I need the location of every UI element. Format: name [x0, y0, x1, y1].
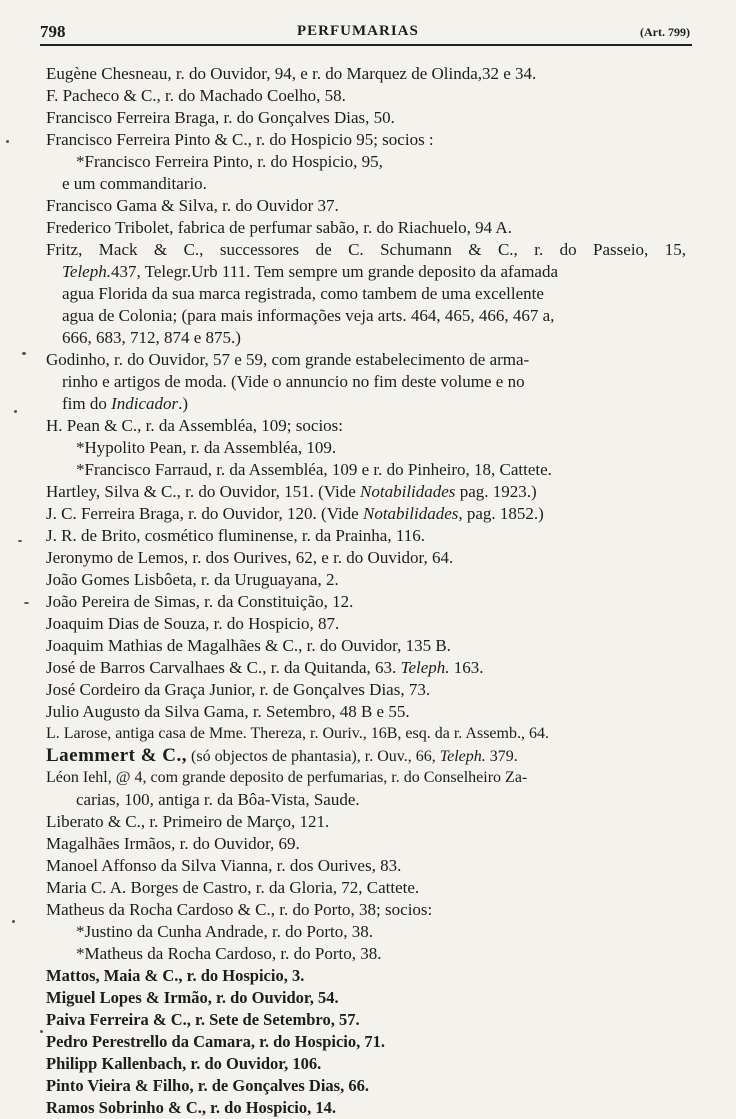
list-item: Magalhães Irmãos, r. do Ouvidor, 69. — [46, 834, 300, 853]
list-item: Hartley, Silva & C., r. do Ouvidor, 151. (Vide Notabilidades pag. 1923.) — [46, 482, 537, 501]
list-item: Laemmert & C., (só objectos de phantasia), r. Ouv., 66, Teleph. 379. — [46, 745, 518, 766]
list-item-partner: *Matheus da Rocha Cardoso, r. do Porto, 38. — [76, 944, 382, 963]
list-item: Jeronymo de Lemos, r. dos Ourives, 62, e r. do Ouvidor, 64. — [46, 548, 454, 567]
list-item: J. R. de Brito, cosmético fluminense, r. da Prainha, 116. — [46, 526, 425, 545]
list-item: Matheus da Rocha Cardoso & C., r. do Porto, 38; socios: — [46, 900, 433, 919]
list-item: Francisco Gama & Silva, r. do Ouvidor 37. — [46, 196, 339, 215]
list-item-continued: agua Florida da sua marca registrada, como tambem de uma excellente — [62, 284, 544, 303]
list-item: J. C. Ferreira Braga, r. do Ouvidor, 120. (Vide Notabilidades, pag. 1852.) — [46, 504, 544, 523]
list-item-partner: *Francisco Farraud, r. da Assembléa, 109 e r. do Pinheiro, 18, Cattete. — [76, 460, 552, 479]
list-item: Léon Iehl, @ 4, com grande deposito de perfumarias, r. do Conselheiro Za- — [46, 769, 528, 786]
list-item: José Cordeiro da Graça Junior, r. de Gonçalves Dias, 73. — [46, 680, 431, 699]
header-rule — [40, 44, 692, 46]
article-reference: (Art. 799) — [640, 25, 690, 39]
list-item: Maria C. A. Borges de Castro, r. da Gloria, 72, Cattete. — [46, 878, 420, 897]
list-item: Godinho, r. do Ouvidor, 57 e 59, com grande estabelecimento de arma- — [46, 350, 530, 369]
list-item-partner: *Francisco Ferreira Pinto, r. do Hospicio, 95, — [76, 152, 383, 171]
page-number: 798 — [40, 22, 66, 41]
list-item: Paiva Ferreira & C., r. Sete de Setembro, 57. — [46, 1010, 360, 1029]
list-item: F. Pacheco & C., r. do Machado Coelho, 58. — [46, 86, 346, 105]
list-item: Mattos, Maia & C., r. do Hospicio, 3. — [46, 966, 305, 985]
scan-speck — [18, 540, 22, 542]
list-item-continued: e um commanditario. — [62, 174, 207, 193]
list-item-continued: rinho e artigos de moda. (Vide o annuncio no fim deste volume e no — [62, 372, 525, 391]
list-item-continued: fim do Indicador.) — [62, 394, 189, 413]
list-item: H. Pean & C., r. da Assembléa, 109; socios: — [46, 416, 344, 435]
scan-speck — [12, 920, 15, 923]
list-item: Fritz, Mack & C., successores de C. Schumann & C., r. do Passeio, 15, — [46, 240, 686, 259]
list-item: Julio Augusto da Silva Gama, r. Setembro, 48 B e 55. — [46, 702, 410, 721]
list-item: Ramos Sobrinho & C., r. do Hospicio, 14. — [46, 1098, 337, 1117]
page-title: PERFUMARIAS — [297, 23, 419, 39]
list-item: Francisco Ferreira Pinto & C., r. do Hospicio 95; socios : — [46, 130, 434, 149]
list-item: João Gomes Lisbôeta, r. da Uruguayana, 2. — [46, 570, 339, 589]
list-item-partner: *Justino da Cunha Andrade, r. do Porto, 38. — [76, 922, 374, 941]
scan-speck — [40, 1030, 43, 1033]
list-item: Frederico Tribolet, fabrica de perfumar sabão, r. do Riachuelo, 94 A. — [46, 218, 512, 237]
list-item: Miguel Lopes & Irmão, r. do Ouvidor, 54. — [46, 988, 339, 1007]
list-item: Francisco Ferreira Braga, r. do Gonçalves Dias, 50. — [46, 108, 395, 127]
page-header — [40, 22, 690, 44]
list-item: Philipp Kallenbach, r. do Ouvidor, 106. — [46, 1054, 322, 1073]
list-item: Joaquim Dias de Souza, r. do Hospicio, 87. — [46, 614, 340, 633]
scan-speck — [6, 140, 9, 143]
list-item: Eugène Chesneau, r. do Ouvidor, 94, e r. do Marquez de Olinda,32 e 34. — [46, 64, 537, 83]
list-item: José de Barros Carvalhaes & C., r. da Quitanda, 63. Teleph. 163. — [46, 658, 484, 677]
scan-speck — [14, 410, 17, 413]
list-item: Pedro Perestrello da Camara, r. do Hospicio, 71. — [46, 1032, 385, 1051]
list-item-partner: *Hypolito Pean, r. da Assembléa, 109. — [76, 438, 337, 457]
list-item-continued: carias, 100, antiga r. da Bôa-Vista, Saude. — [76, 790, 360, 809]
list-item: João Pereira de Simas, r. da Constituição, 12. — [46, 592, 354, 611]
list-item: Pinto Vieira & Filho, r. de Gonçalves Dias, 66. — [46, 1076, 369, 1095]
list-item-continued: Teleph.437, Telegr.Urb 111. Tem sempre um grande deposito da afamada — [62, 262, 559, 281]
list-item: Manoel Affonso da Silva Vianna, r. dos Ourives, 83. — [46, 856, 402, 875]
list-item-continued: 666, 683, 712, 874 e 875.) — [62, 328, 241, 347]
list-item-continued: agua de Colonia; (para mais informações veja arts. 464, 465, 466, 467 a, — [62, 306, 555, 325]
scan-speck — [24, 602, 29, 604]
list-item: Liberato & C., r. Primeiro de Março, 121. — [46, 812, 330, 831]
list-item: L. Larose, antiga casa de Mme. Thereza, r. Ouriv., 16B, esq. da r. Assemb., 64. — [46, 725, 549, 742]
list-item: Joaquim Mathias de Magalhães & C., r. do Ouvidor, 135 B. — [46, 636, 451, 655]
scan-speck — [22, 352, 26, 355]
